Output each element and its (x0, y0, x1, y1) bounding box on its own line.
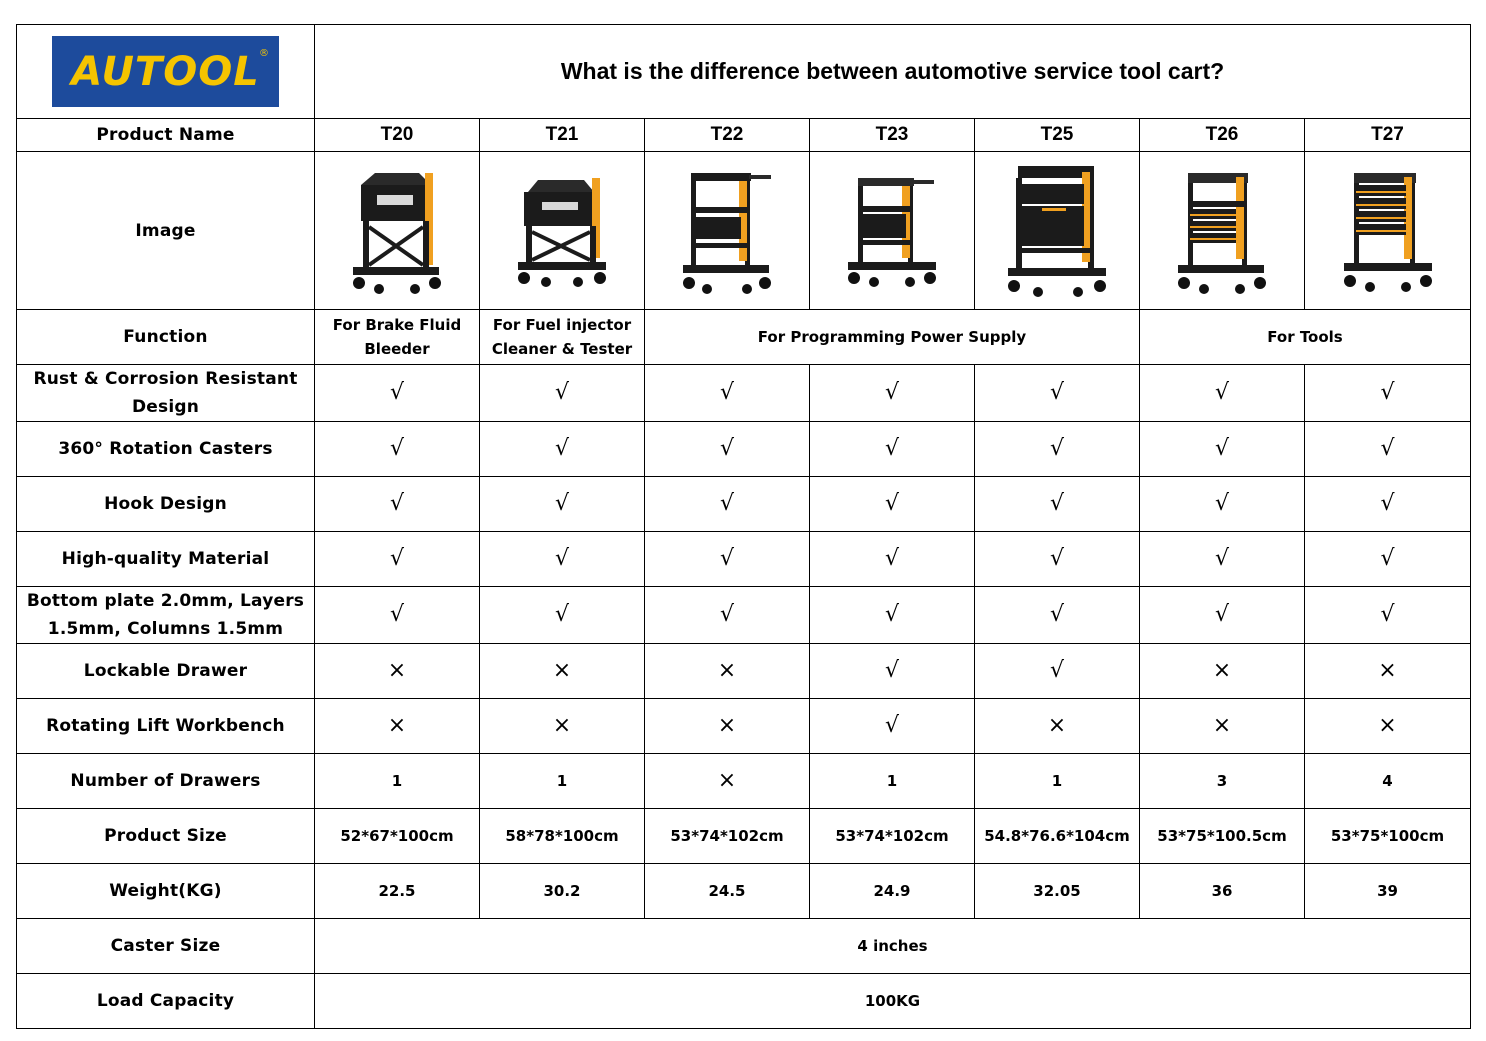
load-capacity-value: 100KG (315, 974, 1471, 1029)
feature-row (17, 587, 1471, 644)
value-cell-t26: 3 (1140, 754, 1305, 809)
function-row (17, 310, 1471, 365)
cross-mark-t27: × (1305, 699, 1471, 754)
value-cell-t20: 22.5 (315, 864, 480, 919)
value-cell-t26: 36 (1140, 864, 1305, 919)
cross-mark-t26: × (1140, 699, 1305, 754)
check-mark-t20: √ (315, 587, 480, 644)
product-name-label: Product Name (17, 119, 315, 152)
feature-label: Rust & Corrosion Resistant Design (17, 365, 315, 422)
feature-row (17, 809, 1471, 864)
function-t21: For Fuel injector Cleaner & Tester (480, 310, 645, 365)
image-row (17, 152, 1471, 310)
value-cell-t23: 1 (810, 754, 975, 809)
value-cell-t21: 58*78*100cm (480, 809, 645, 864)
image-t20 (315, 152, 480, 310)
cross-mark-t20: × (315, 699, 480, 754)
check-mark-t26: √ (1140, 532, 1305, 587)
feature-label: Bottom plate 2.0mm, Layers 1.5mm, Columns 1.5mm (17, 587, 315, 644)
comparison-table (16, 24, 1471, 1029)
feature-label: Lockable Drawer (17, 644, 315, 699)
check-mark-t21: √ (480, 532, 645, 587)
value-cell-t27: 39 (1305, 864, 1471, 919)
check-mark-t25: √ (975, 365, 1140, 422)
check-mark-t27: √ (1305, 532, 1471, 587)
image-t27 (1305, 152, 1471, 310)
value-cell-t25: 54.8*76.6*104cm (975, 809, 1140, 864)
value-cell-t23: 24.9 (810, 864, 975, 919)
value-cell-t22: 53*74*102cm (645, 809, 810, 864)
model-t21: T21 (480, 119, 645, 152)
image-t23 (810, 152, 975, 310)
logo-cell (17, 25, 315, 119)
check-mark-t25: √ (975, 477, 1140, 532)
value-cell-t22: 24.5 (645, 864, 810, 919)
check-mark-t20: √ (315, 532, 480, 587)
value-cell-t21: 1 (480, 754, 645, 809)
feature-row (17, 754, 1471, 809)
value-cell-t27: 4 (1305, 754, 1471, 809)
check-mark-t20: √ (315, 365, 480, 422)
model-t27: T27 (1305, 119, 1471, 152)
value-cell-t20: 52*67*100cm (315, 809, 480, 864)
function-label: Function (17, 310, 315, 365)
check-mark-t23: √ (810, 422, 975, 477)
load-capacity-row (17, 974, 1471, 1029)
function-t20: For Brake Fluid Bleeder (315, 310, 480, 365)
cross-mark-t22: × (645, 644, 810, 699)
cross-mark-t22: × (645, 754, 810, 809)
registered-mark: ® (259, 48, 269, 59)
check-mark-t26: √ (1140, 587, 1305, 644)
image-t21 (480, 152, 645, 310)
feature-row (17, 422, 1471, 477)
feature-label: Weight(KG) (17, 864, 315, 919)
value-cell-t21: 30.2 (480, 864, 645, 919)
check-mark-t23: √ (810, 365, 975, 422)
caster-size-label: Caster Size (17, 919, 315, 974)
check-mark-t27: √ (1305, 477, 1471, 532)
cross-mark-t20: × (315, 644, 480, 699)
cross-mark-t21: × (480, 644, 645, 699)
feature-row (17, 365, 1471, 422)
check-mark-t21: √ (480, 587, 645, 644)
feature-row (17, 699, 1471, 754)
check-mark-t26: √ (1140, 365, 1305, 422)
check-mark-t25: √ (975, 587, 1140, 644)
check-mark-t20: √ (315, 477, 480, 532)
check-mark-t26: √ (1140, 477, 1305, 532)
caster-size-row (17, 919, 1471, 974)
value-cell-t23: 53*74*102cm (810, 809, 975, 864)
image-label: Image (17, 152, 315, 310)
check-mark-t26: √ (1140, 422, 1305, 477)
cart-t20-image (347, 167, 447, 295)
check-mark-t25: √ (975, 532, 1140, 587)
cross-mark-t21: × (480, 699, 645, 754)
load-capacity-label: Load Capacity (17, 974, 315, 1029)
feature-label: Hook Design (17, 477, 315, 532)
title-row (17, 25, 1471, 119)
cross-mark-t25: × (975, 699, 1140, 754)
image-t25 (975, 152, 1140, 310)
check-mark-t22: √ (645, 587, 810, 644)
cart-t25-image (1002, 162, 1112, 300)
caster-size-value: 4 inches (315, 919, 1471, 974)
check-mark-t23: √ (810, 587, 975, 644)
cross-mark-t26: × (1140, 644, 1305, 699)
function-programming: For Programming Power Supply (645, 310, 1140, 365)
function-tools: For Tools (1140, 310, 1471, 365)
cart-t27-image (1338, 167, 1438, 295)
check-mark-t27: √ (1305, 365, 1471, 422)
feature-label: High-quality Material (17, 532, 315, 587)
feature-label: Rotating Lift Workbench (17, 699, 315, 754)
feature-rows (17, 365, 1471, 919)
feature-label: 360° Rotation Casters (17, 422, 315, 477)
cart-t21-image (512, 172, 612, 290)
check-mark-t23: √ (810, 699, 975, 754)
header-row (17, 119, 1471, 152)
cart-t23-image (842, 172, 942, 290)
check-mark-t21: √ (480, 477, 645, 532)
check-mark-t25: √ (975, 422, 1140, 477)
check-mark-t20: √ (315, 422, 480, 477)
feature-row (17, 477, 1471, 532)
check-mark-t25: √ (975, 644, 1140, 699)
value-cell-t20: 1 (315, 754, 480, 809)
value-cell-t25: 1 (975, 754, 1140, 809)
model-t22: T22 (645, 119, 810, 152)
image-t22 (645, 152, 810, 310)
feature-label: Number of Drawers (17, 754, 315, 809)
model-t20: T20 (315, 119, 480, 152)
check-mark-t27: √ (1305, 422, 1471, 477)
cross-mark-t27: × (1305, 644, 1471, 699)
cart-t22-image (677, 167, 777, 295)
cross-mark-t22: × (645, 699, 810, 754)
value-cell-t27: 53*75*100cm (1305, 809, 1471, 864)
logo-text: AUTOOL (71, 49, 260, 95)
feature-label: Product Size (17, 809, 315, 864)
check-mark-t23: √ (810, 532, 975, 587)
feature-row (17, 644, 1471, 699)
feature-row (17, 864, 1471, 919)
check-mark-t22: √ (645, 365, 810, 422)
value-cell-t26: 53*75*100.5cm (1140, 809, 1305, 864)
check-mark-t23: √ (810, 644, 975, 699)
check-mark-t22: √ (645, 477, 810, 532)
value-cell-t25: 32.05 (975, 864, 1140, 919)
check-mark-t21: √ (480, 365, 645, 422)
image-t26 (1140, 152, 1305, 310)
autool-logo (52, 36, 279, 107)
check-mark-t22: √ (645, 532, 810, 587)
check-mark-t21: √ (480, 422, 645, 477)
check-mark-t22: √ (645, 422, 810, 477)
check-mark-t27: √ (1305, 587, 1471, 644)
model-t26: T26 (1140, 119, 1305, 152)
model-t25: T25 (975, 119, 1140, 152)
page-title: What is the difference between automotive service tool cart? (315, 25, 1471, 119)
model-t23: T23 (810, 119, 975, 152)
cart-t26-image (1172, 167, 1272, 295)
check-mark-t23: √ (810, 477, 975, 532)
feature-row (17, 532, 1471, 587)
